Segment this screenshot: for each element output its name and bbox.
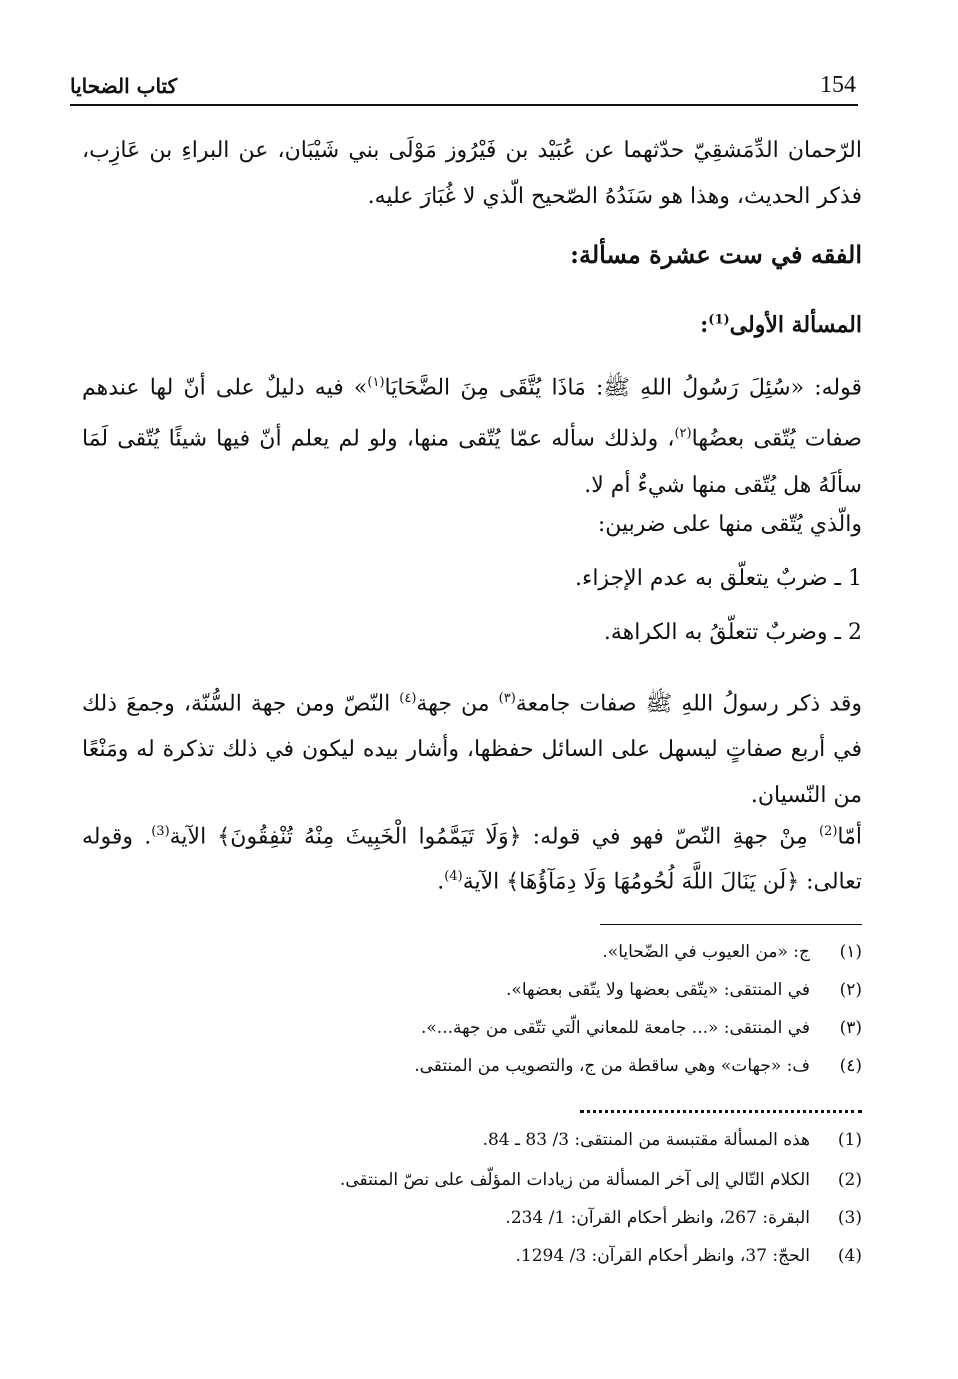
paragraph-5-part-a: أمّا <box>837 824 863 850</box>
footnote-item <box>506 980 862 1000</box>
page-header <box>70 70 858 106</box>
paragraph-5 <box>82 812 862 903</box>
footnote-item <box>414 1056 862 1076</box>
paragraph-2 <box>82 360 862 509</box>
page-number: 154 <box>820 72 856 98</box>
book-title: كتاب الضحايا <box>70 74 178 98</box>
issue-heading <box>700 312 862 338</box>
section-heading: الفقه في ست عشرة مسألة: <box>570 240 862 269</box>
paragraph-5-part-c: . وقوله تعالى: ﴿لَن يَنَالَ اللَّهَ لُحُومُهَا وَلَا دِمَآؤُهَا﴾ الآية <box>82 824 862 895</box>
footnote-text: في المنتقى: «يتّقى بعضها ولا يتّقى بعضها». <box>506 980 810 1000</box>
footnote-ref-b4: (4) <box>444 869 463 885</box>
footnote-text: الكلام التّالي إلى آخر المسألة من زيادات المؤلّف على نصّ المنتقى. <box>339 1170 810 1190</box>
footnote-item <box>340 1170 862 1190</box>
paragraph-4-part-a: وقد ذكر رسولُ اللهِ ﷺ صفات جامعة <box>515 691 862 717</box>
footnote-item <box>602 942 862 962</box>
footnote-separator <box>600 924 862 925</box>
paragraph-4-part-b: من جهة <box>416 691 499 717</box>
footnote-text: هذه المسألة مقتبسة من المنتقى: 3/ 83 ـ 84. <box>482 1130 810 1150</box>
paragraph-2-part-b: » فيه دليلٌ على أنّ لها عندهم صفات يُتّقى بعضُها <box>82 375 862 452</box>
footnote-ref-1: (١) <box>367 375 385 390</box>
footnote-text: الحجّ: 37، وانظر أحكام القرآن: 3/ 1294. <box>515 1246 810 1266</box>
paragraph-1 <box>82 128 862 220</box>
footnote-text: البقرة: 267، وانظر أحكام القرآن: 1/ 234. <box>505 1208 810 1228</box>
footnote-number: (٣) <box>839 1018 862 1038</box>
paragraph-4 <box>82 676 862 819</box>
paragraph-5-part-d: . <box>437 869 445 895</box>
footnote-dotted-separator <box>580 1110 862 1113</box>
footnote-text: ف: «جهات» وهي ساقطة من ج، والتصويب من المنتقى. <box>414 1056 810 1076</box>
paragraph-3: والّذي يُتّقى منها على ضربين: <box>597 512 862 537</box>
footnote-number: (٢) <box>839 980 862 1000</box>
footnote-ref-4: (٤) <box>399 691 417 706</box>
issue-heading-colon: : <box>700 312 709 338</box>
footnote-number: (١) <box>839 942 862 962</box>
footnote-text: ج: «من العيوب في الضّحايا». <box>602 942 810 962</box>
issue-heading-text: المسألة الأولى <box>729 312 862 338</box>
footnote-number: (1) <box>837 1130 862 1150</box>
footnote-item <box>421 1018 862 1038</box>
paragraph-5-part-b: مِنْ جهةِ النّصّ فهو في قوله: ﴿وَلَا تَيَمَّمُوا الْخَبِيثَ مِنْهُ تُنْفِقُونَ﴾ الآية <box>169 824 819 850</box>
footnote-ref-b2: (2) <box>818 824 838 839</box>
footnote-number: (2) <box>837 1170 862 1190</box>
footnote-item <box>516 1246 863 1266</box>
footnote-ref-2: (٢) <box>674 426 692 442</box>
footnote-number: (4) <box>837 1246 862 1266</box>
footnote-item <box>505 1208 862 1228</box>
issue-heading-footnote-ref: (1) <box>708 312 730 328</box>
footnote-number: (3) <box>837 1208 862 1228</box>
footnote-ref-3: (٣) <box>498 691 516 706</box>
list-item: 1 ـ ضربٌ يتعلّق به عدم الإجزاء. <box>574 566 862 591</box>
footnote-number: (٤) <box>839 1056 862 1076</box>
paragraph-2-part-a: قوله: «سُئِلَ رَسُولُ اللهِ ﷺ: مَاذَا يُتَّقَى مِنَ الضَّحَايَا <box>384 375 862 401</box>
footnote-ref-b3: (3) <box>151 824 170 839</box>
footnote-item <box>483 1130 862 1150</box>
paragraph-1-text: الرّحمان الدِّمَشقِيّ حدّثهما عن عُبَيْد بن فَيْرُوز مَوْلَى بني شَيْبَان، عن البراءِ بن عَازِب، فذكر الحديث، وهذا هو سَنَدُهُ الصّحيح الّذي لا غُبَارَ عليه. <box>82 138 862 209</box>
paragraph-4-part-c: النّصّ ومن جهة السُّنّة، وجمعَ ذلك في أربع صفاتٍ ليسهل على السائل حفظها، وأشار بيده ليكون في ذلك تذكرة له ومَنْعًا من النّسيان. <box>82 691 862 809</box>
paragraph-2-part-c: ، ولذلك سأله عمّا يُتّقى منها، ولو لم يعلم أنّ فيها شيئًا يُتّقى لَمَا سألَهُ هل يُتّقى منها شيءٌ أم لا. <box>82 426 862 498</box>
list-item: 2 ـ وضربٌ تتعلّقُ به الكراهة. <box>603 620 862 645</box>
footnote-text: في المنتقى: «... جامعة للمعاني الّتي تتّقى من جهة...». <box>420 1018 810 1038</box>
